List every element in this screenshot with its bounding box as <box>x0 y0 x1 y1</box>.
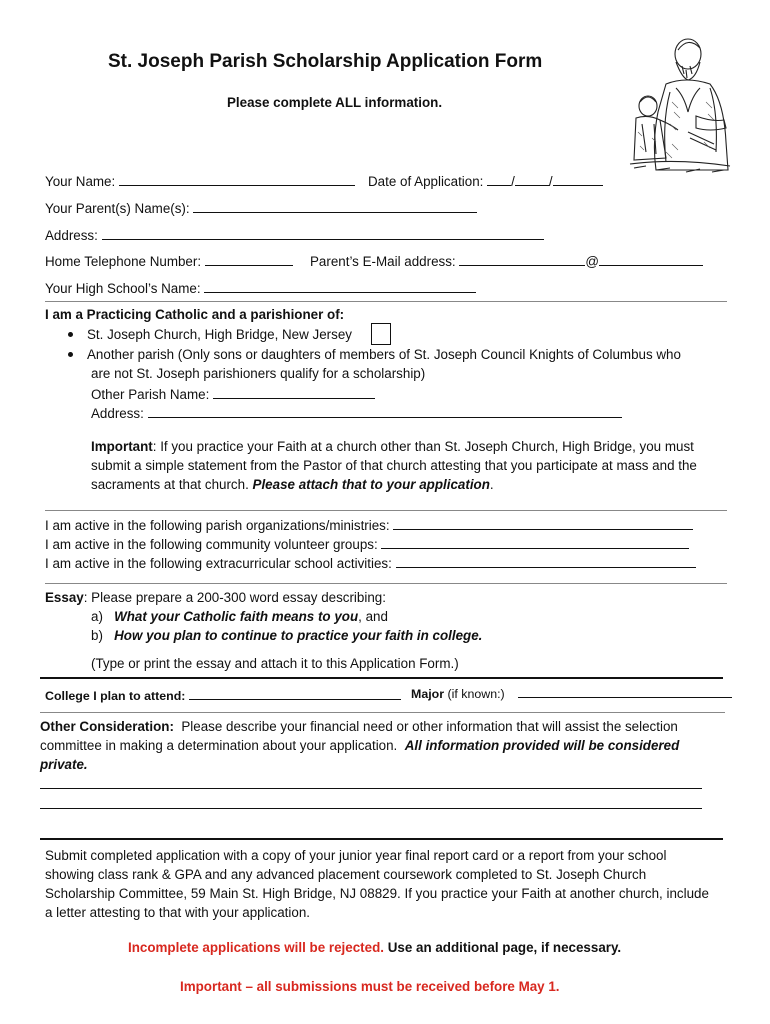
essay-item-b <box>91 628 482 643</box>
important-note <box>91 437 721 494</box>
form-subtitle: Please complete ALL information. <box>227 95 443 110</box>
other-consideration-text: Please describe your financial need or other information that will assist the selection committee in making a determination about your application. <box>40 719 678 753</box>
essay-item-a <box>91 609 388 624</box>
additional-page-text: Use an additional page, if necessary. <box>387 940 622 955</box>
home-phone-label: Home Telephone Number: <box>45 254 202 269</box>
major-field[interactable] <box>411 684 732 701</box>
essay-a-prefix: a) <box>91 609 103 624</box>
divider <box>45 583 727 584</box>
other-parish-address-label: Address: <box>91 406 144 421</box>
essay-note: (Type or print the essay and attach it to this Application Form.) <box>91 656 459 671</box>
date-of-application-label: Date of Application: <box>368 174 484 189</box>
high-school-label: Your High School’s Name: <box>45 281 201 296</box>
your-name-field[interactable] <box>45 172 355 189</box>
your-name-label: Your Name: <box>45 174 116 189</box>
other-consideration-label: Other Consideration: <box>40 719 174 734</box>
essay-label: Essay <box>45 590 84 605</box>
parent-names-label: Your Parent(s) Name(s): <box>45 201 190 216</box>
answer-line-2[interactable] <box>40 808 702 809</box>
essay-a-text: What your Catholic faith means to you <box>114 609 359 624</box>
important-attach: Please attach that to your application <box>252 477 490 492</box>
other-consideration-private: All information provided will be considered private. <box>40 738 680 772</box>
divider <box>40 677 723 679</box>
option-other-label-line1: Another parish (Only sons or daughters of members of St. Joseph Council Knights of Columbus who <box>87 347 681 362</box>
essay-intro <box>45 590 386 605</box>
parent-email-field[interactable] <box>310 252 703 269</box>
essay-b-text: How you plan to continue to practice your faith in college. <box>114 628 483 643</box>
divider <box>45 510 727 511</box>
extracurricular-activities-field[interactable] <box>45 554 696 571</box>
at-sign: @ <box>585 254 599 269</box>
major-label: Major <box>411 687 445 701</box>
st-joseph-illustration <box>626 32 732 174</box>
other-parish-address-field[interactable] <box>91 404 622 421</box>
bullet-icon <box>68 332 73 337</box>
other-parish-name-field[interactable] <box>91 385 375 402</box>
extracurricular-activities-label: I am active in the following extracurricular school activities: <box>45 556 392 571</box>
form-title: St. Joseph Parish Scholarship Application Form <box>108 51 543 72</box>
option-st-joseph-label: St. Joseph Church, High Bridge, New Jersey <box>87 327 352 342</box>
parish-activities-field[interactable] <box>45 516 693 533</box>
other-parish-name-label: Other Parish Name: <box>91 387 210 402</box>
community-activities-label: I am active in the following community volunteer groups: <box>45 537 378 552</box>
st-joseph-checkbox[interactable] <box>371 323 391 345</box>
answer-line-1[interactable] <box>40 788 702 789</box>
college-label: College I plan to attend: <box>45 689 186 703</box>
essay-b-prefix: b) <box>91 628 103 643</box>
parish-option-other <box>68 347 681 362</box>
parent-email-label: Parent’s E-Mail address: <box>310 254 456 269</box>
bullet-icon <box>68 352 73 357</box>
community-activities-field[interactable] <box>45 535 689 552</box>
submit-instructions: Submit completed application with a copy of your junior year final report card or a report from your school showing class rank & GPA and any advanced placement coursework completed to St. Joseph Church Scholarship Committee, 59 Main St. High Bridge, NJ 08829. If you practice your Faith at another church, include a letter attesting to that with your application. <box>45 848 709 920</box>
period: . <box>489 477 494 492</box>
college-field[interactable] <box>45 686 401 703</box>
important-text: : If you practice your Faith at a church other than St. Joseph Church, High Bridge, you must submit a simple statement from the Pastor of that church attesting that you participate at mass and the sacraments at that church. <box>91 439 697 492</box>
important-label: Important <box>91 439 153 454</box>
address-field[interactable] <box>45 226 544 243</box>
rejection-notice <box>128 940 621 955</box>
catholic-heading: I am a Practicing Catholic and a parishioner of: <box>45 307 345 322</box>
divider <box>40 712 725 713</box>
essay-a-suffix: , and <box>358 609 388 624</box>
home-phone-field[interactable] <box>45 252 293 269</box>
date-of-application-field[interactable]: Date of Application: / / <box>368 172 603 189</box>
parish-activities-label: I am active in the following parish organizations/ministries: <box>45 518 390 533</box>
rejected-text: Incomplete applications will be rejected. <box>128 940 384 955</box>
essay-intro-text: : Please prepare a 200-300 word essay describing: <box>83 590 386 605</box>
high-school-field[interactable] <box>45 279 476 296</box>
major-note: (if known:) <box>447 687 505 701</box>
other-consideration <box>40 717 720 774</box>
option-other-label-line2: are not St. Joseph parishioners qualify for a scholarship) <box>91 366 426 381</box>
parent-names-field[interactable] <box>45 199 477 216</box>
address-label: Address: <box>45 228 98 243</box>
parish-option-st-joseph <box>68 327 352 342</box>
divider <box>45 301 727 302</box>
divider <box>40 838 723 840</box>
deadline-notice: Important – all submissions must be received before May 1. <box>180 979 560 994</box>
